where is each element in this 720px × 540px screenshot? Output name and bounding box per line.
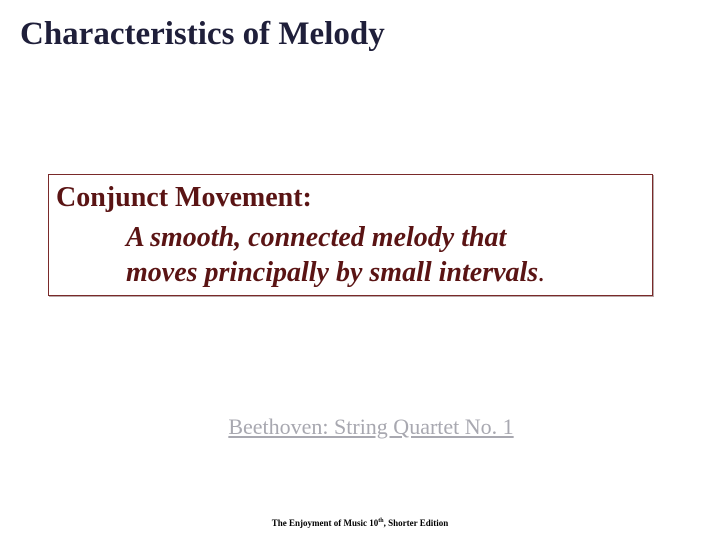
footer-text-main: The Enjoyment of Music 10 [271,518,379,528]
footer-credit [0,518,720,528]
slide-title: Characteristics of Melody [20,16,385,52]
definition-text [126,220,545,290]
footer-superscript: th [378,518,384,524]
audio-example-link[interactable]: Beethoven: String Quartet No. 1 [228,414,514,439]
definition-line-1: A smooth, connected melody that [126,222,507,253]
definition-line-2 [126,255,545,290]
term-label: Conjunct Movement: [56,182,312,213]
definition-box [48,174,653,296]
footer-text-edition: , Shorter Edition [383,518,449,528]
definition-period: . [538,257,546,288]
definition-line-2-text: moves principally by small intervals [126,257,539,288]
